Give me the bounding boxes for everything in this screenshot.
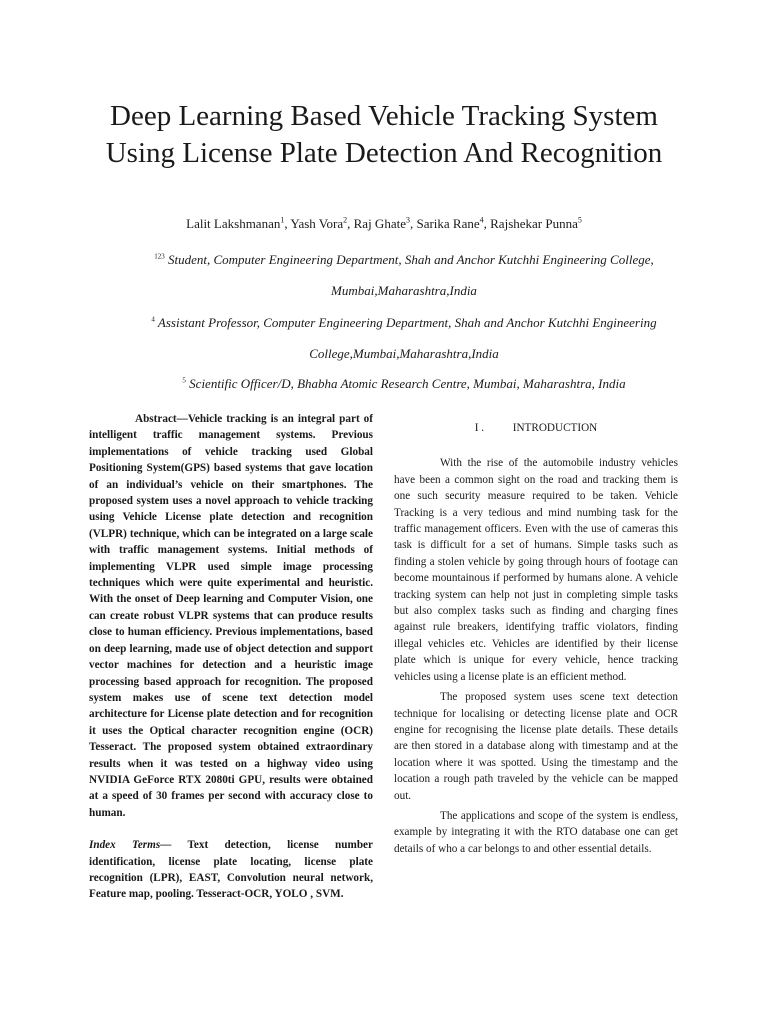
author-sup: 3 — [405, 215, 410, 225]
author-name: Lalit Lakshmanan — [186, 216, 281, 231]
section-title: INTRODUCTION — [512, 422, 598, 434]
author-sup: 1 — [280, 215, 285, 225]
intro-paragraph: With the rise of the automobile industry vehicles have been a common sight on the road and tracking them is one such security measure required to be taken. Vehicle Tracking is a very tedious and mind numbing task for the traffic management officers. Even with the use of cameras this task is difficult for a set of humans. Simple tasks such as finding a stolen vehicle by going through hours of footage can become mountainous if performed by humans alone. A vehicle tracking system can help not just in completing simple tasks but also complex tasks such as finding and charging fines against rule breakers, identifying traffic violators, finding illegal vehicles etc. Vehicles are identified by their license plate which is unique for every vehicle, hence tracking vehicles using a license plate is an efficient method. — [394, 457, 678, 683]
affiliation-text: Student, Computer Engineering Department, Shah and Anchor Kutchhi Engineering College, Mumbai,Maharashtra,India — [164, 252, 654, 298]
index-terms — [89, 837, 373, 903]
affiliation-sup: 4 — [151, 315, 155, 324]
affiliation-sup: 5 — [182, 376, 186, 385]
section-heading — [394, 420, 678, 436]
intro-paragraph: The applications and scope of the system is endless, example by integrating it with the RTO database one can get details of who a car belongs to and other essential details. — [394, 809, 678, 855]
left-column — [89, 411, 373, 903]
author-list — [60, 214, 708, 234]
author-name: Rajshekar Punna — [490, 216, 578, 231]
right-column — [394, 420, 678, 861]
author-separator: , — [284, 216, 291, 231]
paper-title: Deep Learning Based Vehicle Tracking System Using License Plate Detection And Recognition — [105, 100, 663, 169]
author-name: Raj Ghate — [353, 216, 406, 231]
author-separator: , — [483, 216, 491, 231]
affiliation-sup: 123 — [154, 252, 165, 261]
abstract: Abstract—Vehicle tracking is an integral part of intelligent traffic management systems. Previous implementations of vehicle tracking used Global Positioning System(GPS) based systems that gave location of an individual’s vehicle on their smartphones. The proposed system uses a novel approach to vehicle tracking using Vehicle License plate detection and recognition (VLPR) technique, which can be integrated on a large scale with traffic management systems. Initial methods of implementing VLPR used simple image processing techniques which were quite experimental and heuristic. With the onset of Deep learning and Computer Vision, one can create robust VLPR systems that can produce results close to human efficiency. Previous implementations, based on deep learning, made use of object detection and support vector machines for detection and a heuristic image processing based approach for recognition. The proposed system makes use of scene text detection model architecture for License plate detection and for recognition it uses the Optical character recognition engine (OCR) Tesseract. The proposed system obtained extraordinary results when it was tested on a highway video using NVIDIA GeForce RTX 2080ti GPU, results were obtained at a speed of 30 frames per second with accuracy close to human. — [89, 413, 373, 819]
section-number: I . — [474, 422, 485, 434]
affiliation-text: Assistant Professor, Computer Engineering Department, Shah and Anchor Kutchhi Engineering College,Mumbai,Maharashtra,India — [154, 315, 657, 361]
intro-paragraph: The proposed system uses scene text detection technique for localising or detecting license plate and OCR engine for recognising the license plate details. These details are then stored in a database along with timestamp and at the location where it was spotted. Using the timestamp and the location a rough path traveled by the vehicle can be mapped out. — [394, 691, 678, 802]
affiliation-barc — [100, 368, 708, 399]
index-terms-text: Text detection, license number identification, license plate locating, license plate recognition (LPR), EAST, Convolution neural network, Feature map, pooling. Tesseract-OCR, YOLO , SVM. — [89, 839, 373, 901]
author-sup: 2 — [343, 215, 348, 225]
affiliation-professor — [120, 307, 688, 369]
author-separator: , — [347, 216, 354, 231]
index-terms-label: Index Terms— — [89, 839, 172, 852]
author-sup: 5 — [577, 215, 582, 225]
author-sup: 4 — [479, 215, 484, 225]
author-name: Yash Vora — [290, 216, 344, 231]
affiliation-text: Scientific Officer/D, Bhabha Atomic Research Centre, Mumbai, Maharashtra, India — [185, 376, 626, 391]
author-separator: , — [409, 216, 417, 231]
author-name: Sarika Rane — [416, 216, 480, 231]
affiliation-students — [120, 244, 688, 306]
